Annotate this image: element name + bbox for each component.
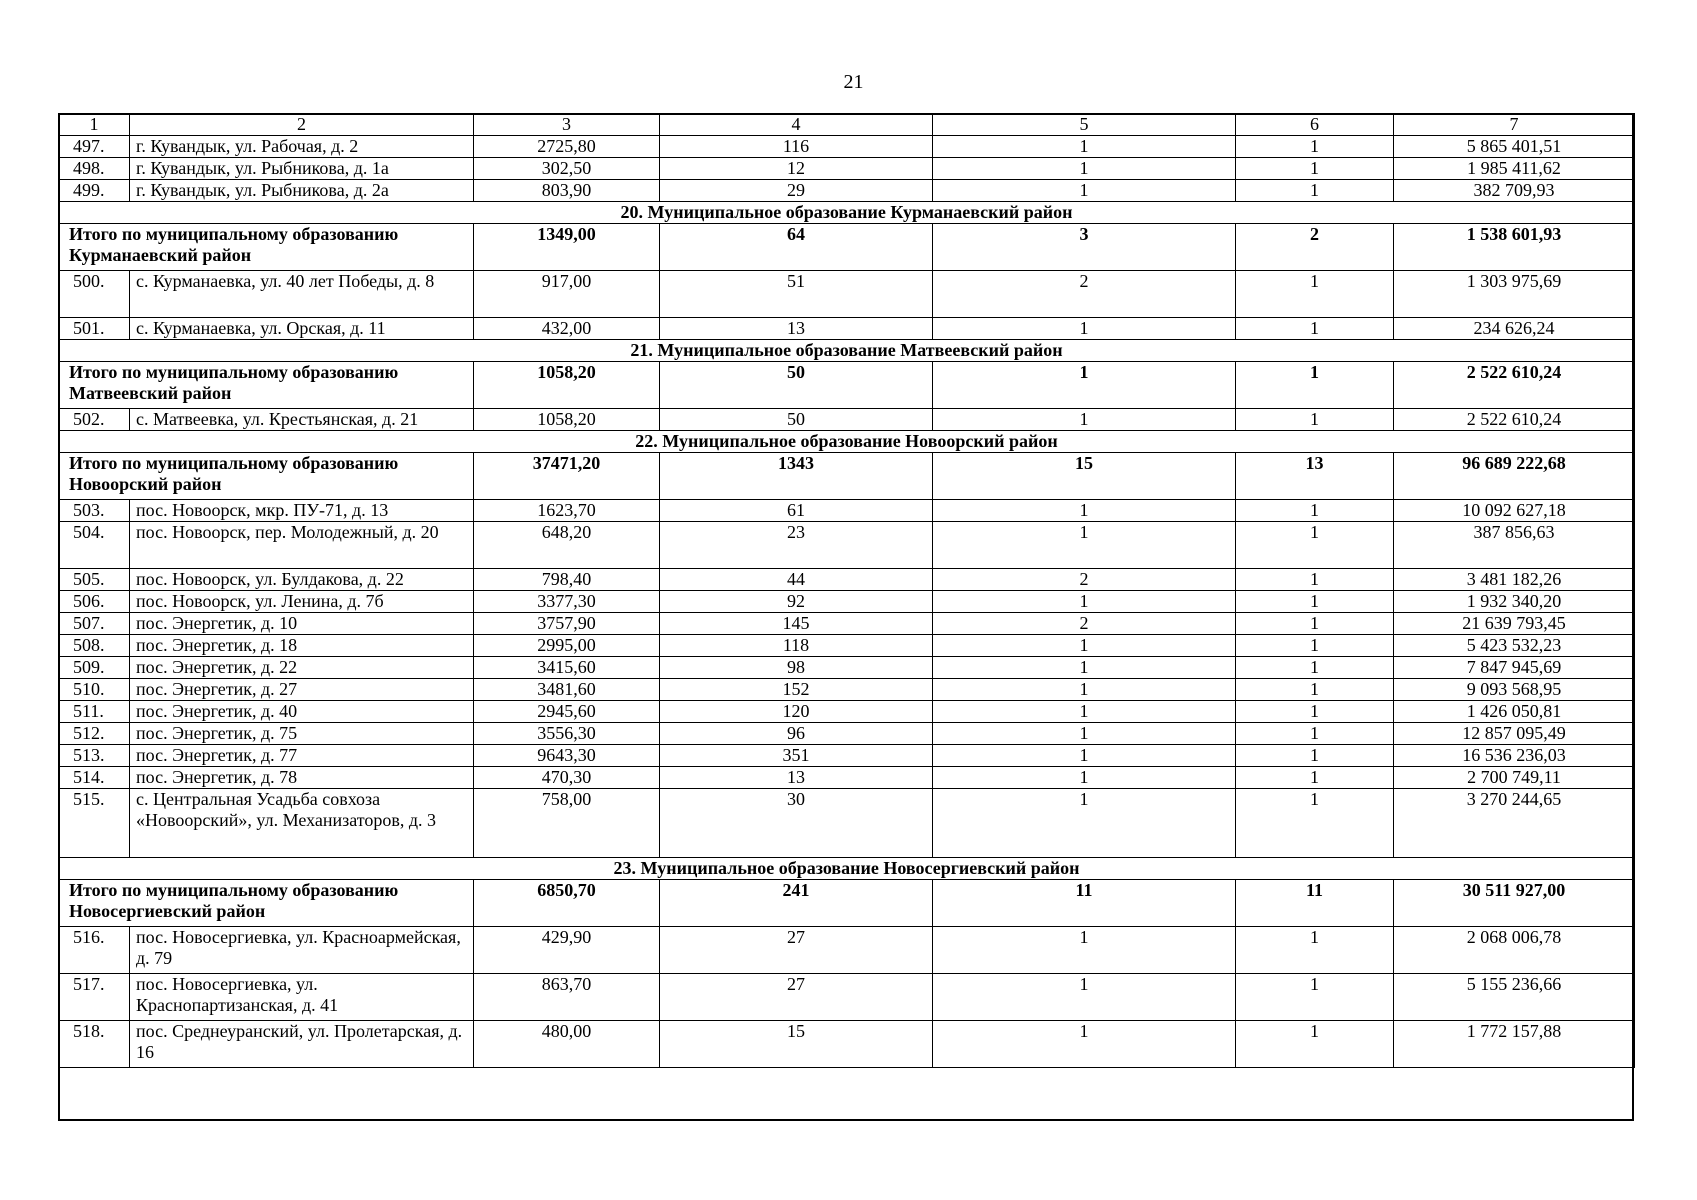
col5-cell: 1 — [933, 180, 1236, 202]
area-cell: 3415,60 — [474, 657, 660, 679]
area-cell: 863,70 — [474, 974, 660, 1021]
people-cell: 15 — [660, 1021, 933, 1068]
sum-cell: 1 772 157,88 — [1394, 1021, 1635, 1068]
subtotal-row — [59, 224, 1635, 271]
col5-cell: 15 — [933, 453, 1236, 500]
address-cell: пос. Энергетик, д. 10 — [130, 613, 474, 635]
column-number: 3 — [474, 114, 660, 136]
area-cell: 917,00 — [474, 271, 660, 318]
table-row — [59, 1021, 1635, 1068]
table-row — [59, 613, 1635, 635]
col6-cell: 1 — [1236, 180, 1394, 202]
table-row — [59, 522, 1635, 569]
sum-cell: 30 511 927,00 — [1394, 880, 1635, 927]
col5-cell: 1 — [933, 136, 1236, 158]
section-title: 22. Муниципальное образование Новоорский район — [59, 431, 1635, 453]
col5-cell: 1 — [933, 500, 1236, 522]
col6-cell: 1 — [1236, 591, 1394, 613]
area-cell: 1349,00 — [474, 224, 660, 271]
address-cell: пос. Новоорск, мкр. ПУ-71, д. 13 — [130, 500, 474, 522]
people-cell: 44 — [660, 569, 933, 591]
sum-cell: 1 985 411,62 — [1394, 158, 1635, 180]
housing-table — [58, 113, 1635, 1068]
col5-cell: 3 — [933, 224, 1236, 271]
section-header-row — [59, 202, 1635, 224]
col5-cell: 1 — [933, 1021, 1236, 1068]
sum-cell: 1 303 975,69 — [1394, 271, 1635, 318]
row-number-cell: 511. — [59, 701, 130, 723]
row-number-cell: 517. — [59, 974, 130, 1021]
address-cell: пос. Энергетик, д. 78 — [130, 767, 474, 789]
table-row — [59, 180, 1635, 202]
people-cell: 1343 — [660, 453, 933, 500]
subtotal-row — [59, 453, 1635, 500]
column-number: 5 — [933, 114, 1236, 136]
sum-cell: 382 709,93 — [1394, 180, 1635, 202]
address-cell: г. Кувандык, ул. Рыбникова, д. 1а — [130, 158, 474, 180]
people-cell: 12 — [660, 158, 933, 180]
col6-cell: 1 — [1236, 1021, 1394, 1068]
table-row — [59, 635, 1635, 657]
col6-cell: 1 — [1236, 745, 1394, 767]
table-row — [59, 679, 1635, 701]
people-cell: 120 — [660, 701, 933, 723]
subtotal-label: Итого по муниципальному образованию Курманаевский район — [59, 224, 474, 271]
sum-cell: 2 522 610,24 — [1394, 409, 1635, 431]
table-row — [59, 271, 1635, 318]
area-cell: 2725,80 — [474, 136, 660, 158]
table-row — [59, 409, 1635, 431]
table-row — [59, 974, 1635, 1021]
sum-cell: 5 865 401,51 — [1394, 136, 1635, 158]
col5-cell: 2 — [933, 569, 1236, 591]
col6-cell: 1 — [1236, 318, 1394, 340]
subtotal-label: Итого по муниципальному образованию Новоорский район — [59, 453, 474, 500]
area-cell: 803,90 — [474, 180, 660, 202]
col6-cell: 1 — [1236, 635, 1394, 657]
address-cell: г. Кувандык, ул. Рыбникова, д. 2а — [130, 180, 474, 202]
area-cell: 1623,70 — [474, 500, 660, 522]
col6-cell: 1 — [1236, 569, 1394, 591]
col6-cell: 1 — [1236, 767, 1394, 789]
people-cell: 152 — [660, 679, 933, 701]
column-number: 4 — [660, 114, 933, 136]
sum-cell: 10 092 627,18 — [1394, 500, 1635, 522]
sum-cell: 2 522 610,24 — [1394, 362, 1635, 409]
col6-cell: 2 — [1236, 224, 1394, 271]
area-cell: 429,90 — [474, 927, 660, 974]
people-cell: 64 — [660, 224, 933, 271]
col5-cell: 1 — [933, 362, 1236, 409]
row-number-cell: 504. — [59, 522, 130, 569]
area-cell: 6850,70 — [474, 880, 660, 927]
address-cell: с. Курманаевка, ул. Орская, д. 11 — [130, 318, 474, 340]
column-number: 7 — [1394, 114, 1635, 136]
sum-cell: 1 426 050,81 — [1394, 701, 1635, 723]
col5-cell: 1 — [933, 767, 1236, 789]
row-number-cell: 513. — [59, 745, 130, 767]
address-cell: с. Курманаевка, ул. 40 лет Победы, д. 8 — [130, 271, 474, 318]
subtotal-label: Итого по муниципальному образованию Новосергиевский район — [59, 880, 474, 927]
table-row — [59, 767, 1635, 789]
address-cell: пос. Энергетик, д. 27 — [130, 679, 474, 701]
table-row — [59, 318, 1635, 340]
people-cell: 92 — [660, 591, 933, 613]
page-number: 21 — [843, 71, 864, 93]
column-number: 2 — [130, 114, 474, 136]
col5-cell: 1 — [933, 158, 1236, 180]
col5-cell: 2 — [933, 271, 1236, 318]
column-number: 1 — [59, 114, 130, 136]
area-cell: 432,00 — [474, 318, 660, 340]
row-number-cell: 515. — [59, 789, 130, 858]
sum-cell: 1 538 601,93 — [1394, 224, 1635, 271]
sum-cell: 2 700 749,11 — [1394, 767, 1635, 789]
area-cell: 302,50 — [474, 158, 660, 180]
people-cell: 116 — [660, 136, 933, 158]
address-cell: пос. Энергетик, д. 22 — [130, 657, 474, 679]
area-cell: 3481,60 — [474, 679, 660, 701]
col5-cell: 1 — [933, 974, 1236, 1021]
row-number-cell: 512. — [59, 723, 130, 745]
address-cell: пос. Энергетик, д. 18 — [130, 635, 474, 657]
sum-cell: 387 856,63 — [1394, 522, 1635, 569]
address-cell: пос. Среднеуранский, ул. Пролетарская, д. 16 — [130, 1021, 474, 1068]
address-cell: пос. Новосергиевка, ул. Краснопартизанская, д. 41 — [130, 974, 474, 1021]
people-cell: 27 — [660, 927, 933, 974]
people-cell: 27 — [660, 974, 933, 1021]
col6-cell: 1 — [1236, 723, 1394, 745]
col5-cell: 1 — [933, 657, 1236, 679]
col5-cell: 1 — [933, 789, 1236, 858]
table-row — [59, 136, 1635, 158]
area-cell: 758,00 — [474, 789, 660, 858]
people-cell: 98 — [660, 657, 933, 679]
sum-cell: 7 847 945,69 — [1394, 657, 1635, 679]
area-cell: 1058,20 — [474, 409, 660, 431]
col6-cell: 1 — [1236, 362, 1394, 409]
table-row — [59, 158, 1635, 180]
row-number-cell: 514. — [59, 767, 130, 789]
col6-cell: 1 — [1236, 271, 1394, 318]
subtotal-label: Итого по муниципальному образованию Матвеевский район — [59, 362, 474, 409]
sum-cell: 16 536 236,03 — [1394, 745, 1635, 767]
people-cell: 351 — [660, 745, 933, 767]
people-cell: 241 — [660, 880, 933, 927]
address-cell: пос. Новосергиевка, ул. Красноармейская, д. 79 — [130, 927, 474, 974]
people-cell: 50 — [660, 409, 933, 431]
table-row — [59, 701, 1635, 723]
sum-cell: 21 639 793,45 — [1394, 613, 1635, 635]
address-cell: пос. Энергетик, д. 40 — [130, 701, 474, 723]
sum-cell: 12 857 095,49 — [1394, 723, 1635, 745]
row-number-cell: 500. — [59, 271, 130, 318]
address-cell: с. Матвеевка, ул. Крестьянская, д. 21 — [130, 409, 474, 431]
col5-cell: 1 — [933, 745, 1236, 767]
area-cell: 3377,30 — [474, 591, 660, 613]
people-cell: 23 — [660, 522, 933, 569]
col6-cell: 1 — [1236, 927, 1394, 974]
area-cell: 3556,30 — [474, 723, 660, 745]
sum-cell: 5 155 236,66 — [1394, 974, 1635, 1021]
sum-cell: 1 932 340,20 — [1394, 591, 1635, 613]
col5-cell: 1 — [933, 409, 1236, 431]
area-cell: 2945,60 — [474, 701, 660, 723]
table-row — [59, 500, 1635, 522]
col5-cell: 2 — [933, 613, 1236, 635]
col6-cell: 1 — [1236, 701, 1394, 723]
address-cell: пос. Энергетик, д. 75 — [130, 723, 474, 745]
table-row — [59, 591, 1635, 613]
row-number-cell: 503. — [59, 500, 130, 522]
col6-cell: 1 — [1236, 789, 1394, 858]
row-number-cell: 507. — [59, 613, 130, 635]
col5-cell: 1 — [933, 701, 1236, 723]
col6-cell: 1 — [1236, 500, 1394, 522]
col5-cell: 11 — [933, 880, 1236, 927]
section-header-row — [59, 340, 1635, 362]
people-cell: 50 — [660, 362, 933, 409]
people-cell: 30 — [660, 789, 933, 858]
row-number-cell: 497. — [59, 136, 130, 158]
address-cell: пос. Энергетик, д. 77 — [130, 745, 474, 767]
sum-cell: 3 270 244,65 — [1394, 789, 1635, 858]
area-cell: 37471,20 — [474, 453, 660, 500]
col6-cell: 1 — [1236, 136, 1394, 158]
row-number-cell: 518. — [59, 1021, 130, 1068]
sum-cell: 5 423 532,23 — [1394, 635, 1635, 657]
area-cell: 470,30 — [474, 767, 660, 789]
row-number-cell: 508. — [59, 635, 130, 657]
subtotal-row — [59, 362, 1635, 409]
sum-cell: 234 626,24 — [1394, 318, 1635, 340]
row-number-cell: 499. — [59, 180, 130, 202]
section-title: 23. Муниципальное образование Новосергиевский район — [59, 858, 1635, 880]
people-cell: 145 — [660, 613, 933, 635]
col6-cell: 1 — [1236, 974, 1394, 1021]
col6-cell: 1 — [1236, 613, 1394, 635]
table-row — [59, 569, 1635, 591]
col6-cell: 1 — [1236, 409, 1394, 431]
area-cell: 2995,00 — [474, 635, 660, 657]
row-number-cell: 506. — [59, 591, 130, 613]
address-cell: с. Центральная Усадьба совхоза «Новоорский», ул. Механизаторов, д. 3 — [130, 789, 474, 858]
people-cell: 96 — [660, 723, 933, 745]
row-number-cell: 516. — [59, 927, 130, 974]
row-number-cell: 510. — [59, 679, 130, 701]
area-cell: 3757,90 — [474, 613, 660, 635]
section-title: 21. Муниципальное образование Матвеевский район — [59, 340, 1635, 362]
people-cell: 13 — [660, 318, 933, 340]
section-header-row — [59, 431, 1635, 453]
area-cell: 1058,20 — [474, 362, 660, 409]
row-number-cell: 502. — [59, 409, 130, 431]
col5-cell: 1 — [933, 635, 1236, 657]
people-cell: 51 — [660, 271, 933, 318]
section-header-row — [59, 858, 1635, 880]
area-cell: 798,40 — [474, 569, 660, 591]
col6-cell: 11 — [1236, 880, 1394, 927]
sum-cell: 9 093 568,95 — [1394, 679, 1635, 701]
col6-cell: 1 — [1236, 657, 1394, 679]
col6-cell: 1 — [1236, 679, 1394, 701]
section-title: 20. Муниципальное образование Курманаевский район — [59, 202, 1635, 224]
col6-cell: 13 — [1236, 453, 1394, 500]
subtotal-row — [59, 880, 1635, 927]
col5-cell: 1 — [933, 522, 1236, 569]
row-number-cell: 505. — [59, 569, 130, 591]
sum-cell: 2 068 006,78 — [1394, 927, 1635, 974]
table-row — [59, 657, 1635, 679]
area-cell: 648,20 — [474, 522, 660, 569]
people-cell: 118 — [660, 635, 933, 657]
people-cell: 29 — [660, 180, 933, 202]
col5-cell: 1 — [933, 318, 1236, 340]
area-cell: 480,00 — [474, 1021, 660, 1068]
address-cell: пос. Новоорск, пер. Молодежный, д. 20 — [130, 522, 474, 569]
sum-cell: 3 481 182,26 — [1394, 569, 1635, 591]
row-number-cell: 501. — [59, 318, 130, 340]
col6-cell: 1 — [1236, 522, 1394, 569]
col5-cell: 1 — [933, 591, 1236, 613]
address-cell: г. Кувандык, ул. Рабочая, д. 2 — [130, 136, 474, 158]
table-row — [59, 745, 1635, 767]
people-cell: 61 — [660, 500, 933, 522]
people-cell: 13 — [660, 767, 933, 789]
address-cell: пос. Новоорск, ул. Ленина, д. 7б — [130, 591, 474, 613]
sum-cell: 96 689 222,68 — [1394, 453, 1635, 500]
col5-cell: 1 — [933, 679, 1236, 701]
row-number-cell: 509. — [59, 657, 130, 679]
col5-cell: 1 — [933, 723, 1236, 745]
row-number-cell: 498. — [59, 158, 130, 180]
col6-cell: 1 — [1236, 158, 1394, 180]
col5-cell: 1 — [933, 927, 1236, 974]
area-cell: 9643,30 — [474, 745, 660, 767]
table-row — [59, 927, 1635, 974]
column-number-row — [59, 114, 1635, 136]
address-cell: пос. Новоорск, ул. Булдакова, д. 22 — [130, 569, 474, 591]
table-row — [59, 723, 1635, 745]
column-number: 6 — [1236, 114, 1394, 136]
table-row — [59, 789, 1635, 858]
